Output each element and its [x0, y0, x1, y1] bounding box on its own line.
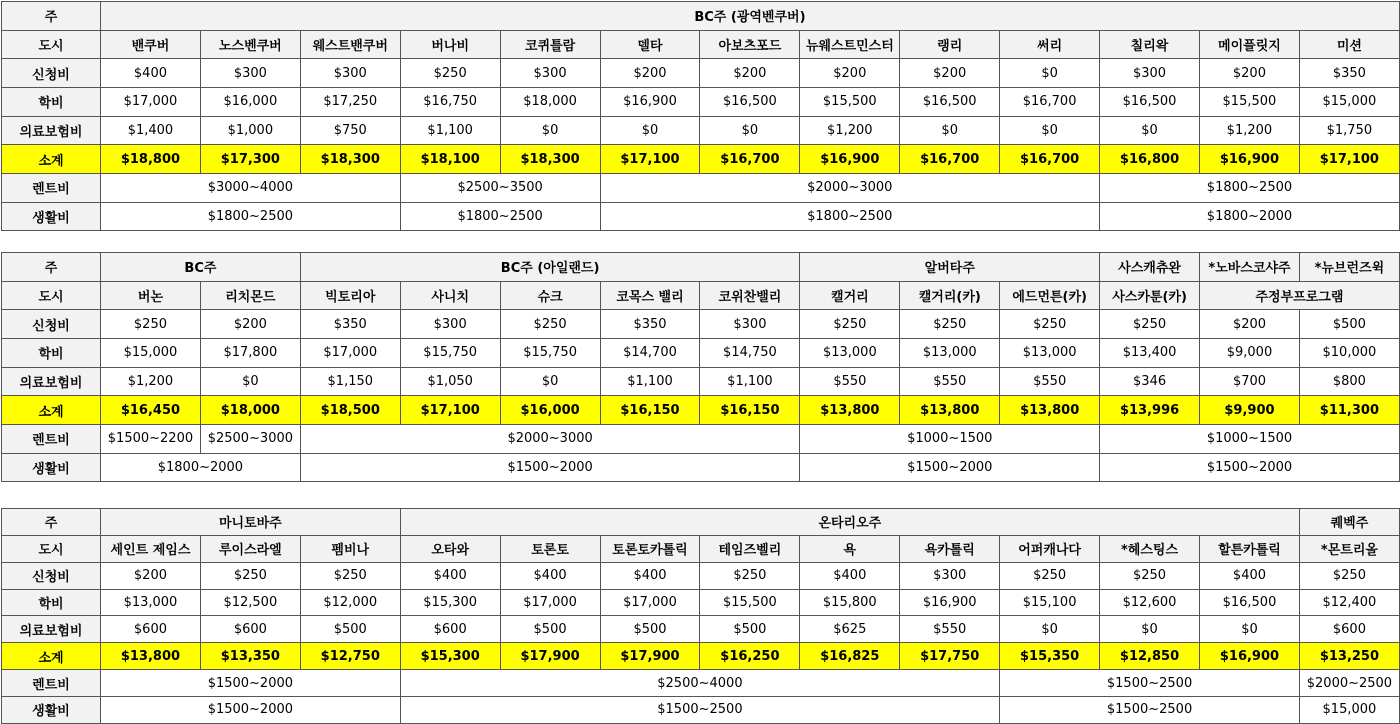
- subtotal-row: [2, 643, 1400, 670]
- value-cell: $12,500: [200, 589, 300, 616]
- subtotal-cell: $13,250: [1299, 643, 1399, 670]
- value-cell: $250: [101, 310, 201, 339]
- value-cell: $15,300: [400, 589, 500, 616]
- value-cell: $0: [1000, 59, 1100, 88]
- value-cell: $200: [101, 562, 201, 589]
- city-cell: 슈크: [500, 281, 600, 310]
- subtotal-row: [2, 145, 1400, 174]
- province-cell: BC주: [101, 253, 301, 282]
- living-row: [2, 697, 1400, 724]
- value-cell: $400: [600, 562, 700, 589]
- row-label-city: 도시: [2, 30, 101, 59]
- value-cell: $1,000: [200, 116, 300, 145]
- city-cell: 세인트 제임스: [101, 535, 201, 562]
- value-cell: $17,000: [500, 589, 600, 616]
- subtotal-cell: $16,450: [101, 396, 201, 425]
- row-label-application-fee: 신청비: [2, 562, 101, 589]
- cost-table-bc-alberta-east: [1, 252, 1400, 482]
- value-cell: $13,000: [900, 338, 1000, 367]
- city-cell: 리치몬드: [200, 281, 300, 310]
- row-label-application-fee: 신청비: [2, 59, 101, 88]
- rent-cell: $2500~4000: [400, 670, 999, 697]
- value-cell: $1,200: [101, 367, 201, 396]
- city-cell: 펨비나: [300, 535, 400, 562]
- rent-row: [2, 670, 1400, 697]
- row-label-tuition: 학비: [2, 338, 101, 367]
- city-cell: 메이플릿지: [1199, 30, 1299, 59]
- value-cell: $200: [900, 59, 1000, 88]
- subtotal-cell: $18,300: [300, 145, 400, 174]
- value-cell: $16,500: [1100, 87, 1200, 116]
- value-cell: $0: [1100, 116, 1200, 145]
- row-label-living: 생활비: [2, 697, 101, 724]
- value-cell: $350: [1299, 59, 1399, 88]
- subtotal-cell: $17,900: [600, 643, 700, 670]
- value-cell: $12,600: [1100, 589, 1200, 616]
- living-row: [2, 453, 1400, 482]
- living-cell: $1500~2000: [300, 453, 800, 482]
- rent-cell: $3000~4000: [101, 173, 401, 202]
- application-fee-row: [2, 562, 1400, 589]
- province-row: [2, 2, 1400, 31]
- city-cell: 랭리: [900, 30, 1000, 59]
- tuition-row: [2, 87, 1400, 116]
- value-cell: $15,500: [1199, 87, 1299, 116]
- subtotal-cell: $16,700: [900, 145, 1000, 174]
- value-cell: $17,800: [200, 338, 300, 367]
- city-cell: 코목스 밸리: [600, 281, 700, 310]
- value-cell: $15,000: [1299, 87, 1399, 116]
- value-cell: $17,000: [101, 87, 201, 116]
- row-label-tuition: 학비: [2, 87, 101, 116]
- row-label-subtotal: 소계: [2, 145, 101, 174]
- subtotal-cell: $18,300: [500, 145, 600, 174]
- value-cell: $250: [400, 59, 500, 88]
- value-cell: $15,000: [101, 338, 201, 367]
- city-row: [2, 30, 1400, 59]
- city-cell: 빅토리아: [300, 281, 400, 310]
- city-cell: 할튼카톨릭: [1199, 535, 1299, 562]
- rent-cell: $1500~2200: [101, 424, 201, 453]
- subtotal-cell: $13,800: [900, 396, 1000, 425]
- city-cell: 밴쿠버: [101, 30, 201, 59]
- city-cell: 오타와: [400, 535, 500, 562]
- city-cell: 에드먼튼(카): [1000, 281, 1100, 310]
- subtotal-cell: $16,700: [700, 145, 800, 174]
- living-row: [2, 202, 1400, 231]
- value-cell: $600: [200, 616, 300, 643]
- cost-table-manitoba-ontario-quebec: [1, 508, 1400, 724]
- value-cell: $250: [500, 310, 600, 339]
- subtotal-cell: $16,825: [800, 643, 900, 670]
- row-label-health-insurance: 의료보험비: [2, 367, 101, 396]
- rent-cell: $2500~3000: [200, 424, 300, 453]
- subtotal-cell: $13,800: [101, 643, 201, 670]
- value-cell: $17,000: [600, 589, 700, 616]
- value-cell: $250: [900, 310, 1000, 339]
- row-label-province: 주: [2, 2, 101, 31]
- province-cell: BC주 (광역벤쿠버): [101, 2, 1400, 31]
- value-cell: $16,900: [900, 589, 1000, 616]
- subtotal-cell: $16,700: [1000, 145, 1100, 174]
- value-cell: $15,500: [800, 87, 900, 116]
- value-cell: $600: [1299, 616, 1399, 643]
- subtotal-cell: $16,800: [1100, 145, 1200, 174]
- city-cell: 델타: [600, 30, 700, 59]
- value-cell: $250: [700, 562, 800, 589]
- row-label-living: 생활비: [2, 202, 101, 231]
- row-label-subtotal: 소계: [2, 396, 101, 425]
- city-cell: 테임즈벨리: [700, 535, 800, 562]
- row-label-living: 생활비: [2, 453, 101, 482]
- province-cell: 사스캐츄완: [1100, 253, 1200, 282]
- rent-cell: $2000~3000: [300, 424, 800, 453]
- value-cell: $200: [1199, 59, 1299, 88]
- value-cell: $12,000: [300, 589, 400, 616]
- subtotal-cell: $16,150: [700, 396, 800, 425]
- row-label-health-insurance: 의료보험비: [2, 116, 101, 145]
- living-cell: $1500~2000: [1100, 453, 1400, 482]
- city-cell: 욕: [800, 535, 900, 562]
- city-cell: 뉴웨스트민스터: [800, 30, 900, 59]
- value-cell: $10,000: [1299, 338, 1399, 367]
- province-cell: 마니토바주: [101, 509, 401, 536]
- subtotal-cell: $13,996: [1100, 396, 1200, 425]
- value-cell: $300: [1100, 59, 1200, 88]
- province-cell: 온타리오주: [400, 509, 1299, 536]
- value-cell: $16,750: [400, 87, 500, 116]
- subtotal-cell: $16,900: [1199, 643, 1299, 670]
- tuition-row: [2, 589, 1400, 616]
- value-cell: $13,000: [101, 589, 201, 616]
- subtotal-cell: $13,350: [200, 643, 300, 670]
- subtotal-cell: $11,300: [1299, 396, 1399, 425]
- value-cell: $550: [1000, 367, 1100, 396]
- value-cell: $1,100: [700, 367, 800, 396]
- value-cell: $15,100: [1000, 589, 1100, 616]
- value-cell: $500: [600, 616, 700, 643]
- subtotal-cell: $12,850: [1100, 643, 1200, 670]
- province-cell: *노바스코샤주: [1200, 253, 1300, 282]
- subtotal-cell: $16,150: [600, 396, 700, 425]
- value-cell: $0: [900, 116, 1000, 145]
- value-cell: $200: [200, 310, 300, 339]
- value-cell: $17,250: [300, 87, 400, 116]
- rent-row: [2, 173, 1400, 202]
- value-cell: $600: [101, 616, 201, 643]
- city-cell: 아보츠포드: [700, 30, 800, 59]
- living-cell: $1800~2500: [400, 202, 600, 231]
- value-cell: $500: [500, 616, 600, 643]
- row-label-application-fee: 신청비: [2, 310, 101, 339]
- value-cell: $13,400: [1100, 338, 1200, 367]
- city-cell: 사니치: [400, 281, 500, 310]
- subtotal-cell: $16,250: [700, 643, 800, 670]
- value-cell: $550: [900, 367, 1000, 396]
- value-cell: $12,400: [1299, 589, 1399, 616]
- row-label-rent: 렌트비: [2, 173, 101, 202]
- value-cell: $14,700: [600, 338, 700, 367]
- rent-cell: $2000~3000: [600, 173, 1100, 202]
- living-cell: $15,000: [1299, 697, 1399, 724]
- value-cell: $0: [700, 116, 800, 145]
- rent-cell: $1000~1500: [800, 424, 1100, 453]
- city-cell: 주정부프로그램: [1200, 281, 1400, 310]
- subtotal-row: [2, 396, 1400, 425]
- value-cell: $15,800: [800, 589, 900, 616]
- value-cell: $250: [1000, 562, 1100, 589]
- subtotal-cell: $17,300: [200, 145, 300, 174]
- province-row: [2, 509, 1400, 536]
- health-insurance-row: [2, 616, 1400, 643]
- subtotal-cell: $13,800: [1000, 396, 1100, 425]
- application-fee-row: [2, 310, 1400, 339]
- province-cell: *뉴브런즈윅: [1299, 253, 1399, 282]
- subtotal-cell: $16,900: [800, 145, 900, 174]
- row-label-tuition: 학비: [2, 589, 101, 616]
- subtotal-cell: $18,500: [300, 396, 400, 425]
- value-cell: $600: [400, 616, 500, 643]
- row-label-province: 주: [2, 253, 101, 282]
- value-cell: $800: [1299, 367, 1399, 396]
- subtotal-cell: $12,750: [300, 643, 400, 670]
- row-label-subtotal: 소계: [2, 643, 101, 670]
- city-cell: 루이스라엘: [200, 535, 300, 562]
- living-cell: $1800~2000: [101, 453, 301, 482]
- rent-cell: $1500~2500: [1000, 670, 1300, 697]
- city-cell: *헤스팅스: [1100, 535, 1200, 562]
- city-row: [2, 281, 1400, 310]
- city-cell: 코퀴틀람: [500, 30, 600, 59]
- health-insurance-row: [2, 116, 1400, 145]
- value-cell: $0: [600, 116, 700, 145]
- value-cell: $0: [200, 367, 300, 396]
- row-label-health-insurance: 의료보험비: [2, 616, 101, 643]
- value-cell: $250: [1100, 562, 1200, 589]
- value-cell: $1,750: [1299, 116, 1399, 145]
- value-cell: $250: [1000, 310, 1100, 339]
- value-cell: $300: [700, 310, 800, 339]
- rent-cell: $2500~3500: [400, 173, 600, 202]
- city-cell: 코위찬밸리: [700, 281, 800, 310]
- row-label-rent: 렌트비: [2, 424, 101, 453]
- value-cell: $15,750: [400, 338, 500, 367]
- value-cell: $300: [200, 59, 300, 88]
- living-cell: $1800~2000: [1100, 202, 1400, 231]
- rent-row: [2, 424, 1400, 453]
- value-cell: $250: [1100, 310, 1200, 339]
- value-cell: $1,100: [600, 367, 700, 396]
- value-cell: $350: [600, 310, 700, 339]
- city-cell: 써리: [1000, 30, 1100, 59]
- row-label-city: 도시: [2, 535, 101, 562]
- value-cell: $0: [1000, 616, 1100, 643]
- city-cell: 캘거리(카): [900, 281, 1000, 310]
- city-cell: 버나비: [400, 30, 500, 59]
- value-cell: $15,500: [700, 589, 800, 616]
- province-cell: BC주 (아일랜드): [300, 253, 800, 282]
- province-row: [2, 253, 1400, 282]
- value-cell: $400: [101, 59, 201, 88]
- value-cell: $250: [200, 562, 300, 589]
- subtotal-cell: $17,750: [900, 643, 1000, 670]
- subtotal-cell: $17,900: [500, 643, 600, 670]
- subtotal-cell: $17,100: [600, 145, 700, 174]
- application-fee-row: [2, 59, 1400, 88]
- living-cell: $1800~2500: [600, 202, 1100, 231]
- value-cell: $750: [300, 116, 400, 145]
- rent-cell: $1800~2500: [1100, 173, 1400, 202]
- value-cell: $13,000: [800, 338, 900, 367]
- value-cell: $13,000: [1000, 338, 1100, 367]
- subtotal-cell: $9,900: [1200, 396, 1300, 425]
- value-cell: $0: [500, 367, 600, 396]
- value-cell: $250: [800, 310, 900, 339]
- value-cell: $1,050: [400, 367, 500, 396]
- value-cell: $400: [400, 562, 500, 589]
- subtotal-cell: $16,900: [1199, 145, 1299, 174]
- value-cell: $1,100: [400, 116, 500, 145]
- value-cell: $16,900: [600, 87, 700, 116]
- value-cell: $1,200: [800, 116, 900, 145]
- subtotal-cell: $18,800: [101, 145, 201, 174]
- value-cell: $16,000: [200, 87, 300, 116]
- city-cell: 웨스트밴쿠버: [300, 30, 400, 59]
- value-cell: $1,150: [300, 367, 400, 396]
- subtotal-cell: $17,100: [400, 396, 500, 425]
- city-cell: 버논: [101, 281, 201, 310]
- value-cell: $1,200: [1199, 116, 1299, 145]
- subtotal-cell: $18,000: [200, 396, 300, 425]
- value-cell: $300: [400, 310, 500, 339]
- rent-cell: $1000~1500: [1100, 424, 1400, 453]
- living-cell: $1500~2500: [400, 697, 999, 724]
- value-cell: $0: [1000, 116, 1100, 145]
- subtotal-cell: $18,100: [400, 145, 500, 174]
- city-cell: 노스벤쿠버: [200, 30, 300, 59]
- city-cell: 사스카툰(카): [1100, 281, 1200, 310]
- value-cell: $200: [1200, 310, 1300, 339]
- value-cell: $500: [700, 616, 800, 643]
- value-cell: $1,400: [101, 116, 201, 145]
- rent-cell: $1500~2000: [101, 670, 401, 697]
- city-cell: 토론토카톨릭: [600, 535, 700, 562]
- value-cell: $500: [1299, 310, 1399, 339]
- living-cell: $1500~2000: [800, 453, 1100, 482]
- living-cell: $1800~2500: [101, 202, 401, 231]
- subtotal-cell: $15,350: [1000, 643, 1100, 670]
- value-cell: $18,000: [500, 87, 600, 116]
- value-cell: $16,500: [1199, 589, 1299, 616]
- value-cell: $16,500: [700, 87, 800, 116]
- value-cell: $16,700: [1000, 87, 1100, 116]
- value-cell: $400: [1199, 562, 1299, 589]
- value-cell: $400: [800, 562, 900, 589]
- province-cell: 퀘벡주: [1299, 509, 1399, 536]
- value-cell: $350: [300, 310, 400, 339]
- cost-table-greater-vancouver: [1, 1, 1400, 231]
- city-cell: 어퍼캐나다: [1000, 535, 1100, 562]
- value-cell: $400: [500, 562, 600, 589]
- city-cell: *몬트리올: [1299, 535, 1399, 562]
- subtotal-cell: $16,000: [500, 396, 600, 425]
- subtotal-cell: $17,100: [1299, 145, 1399, 174]
- value-cell: $346: [1100, 367, 1200, 396]
- value-cell: $0: [500, 116, 600, 145]
- living-cell: $1500~2000: [101, 697, 401, 724]
- row-label-province: 주: [2, 509, 101, 536]
- subtotal-cell: $15,300: [400, 643, 500, 670]
- row-label-rent: 렌트비: [2, 670, 101, 697]
- city-cell: 캘거리: [800, 281, 900, 310]
- province-cell: 알버타주: [800, 253, 1100, 282]
- city-cell: 미션: [1299, 30, 1399, 59]
- value-cell: $0: [1199, 616, 1299, 643]
- subtotal-cell: $13,800: [800, 396, 900, 425]
- rent-cell: $2000~2500: [1299, 670, 1399, 697]
- value-cell: $250: [300, 562, 400, 589]
- living-cell: $1500~2500: [1000, 697, 1300, 724]
- value-cell: $200: [700, 59, 800, 88]
- city-cell: 욕카톨릭: [900, 535, 1000, 562]
- value-cell: $200: [800, 59, 900, 88]
- value-cell: $15,750: [500, 338, 600, 367]
- value-cell: $300: [500, 59, 600, 88]
- value-cell: $625: [800, 616, 900, 643]
- value-cell: $550: [900, 616, 1000, 643]
- city-row: [2, 535, 1400, 562]
- value-cell: $500: [300, 616, 400, 643]
- value-cell: $0: [1100, 616, 1200, 643]
- value-cell: $250: [1299, 562, 1399, 589]
- value-cell: $200: [600, 59, 700, 88]
- value-cell: $9,000: [1200, 338, 1300, 367]
- value-cell: $300: [300, 59, 400, 88]
- value-cell: $17,000: [300, 338, 400, 367]
- value-cell: $300: [900, 562, 1000, 589]
- city-cell: 칠리왁: [1100, 30, 1200, 59]
- value-cell: $16,500: [900, 87, 1000, 116]
- health-insurance-row: [2, 367, 1400, 396]
- value-cell: $550: [800, 367, 900, 396]
- value-cell: $14,750: [700, 338, 800, 367]
- row-label-city: 도시: [2, 281, 101, 310]
- value-cell: $700: [1200, 367, 1300, 396]
- city-cell: 토론토: [500, 535, 600, 562]
- tuition-row: [2, 338, 1400, 367]
